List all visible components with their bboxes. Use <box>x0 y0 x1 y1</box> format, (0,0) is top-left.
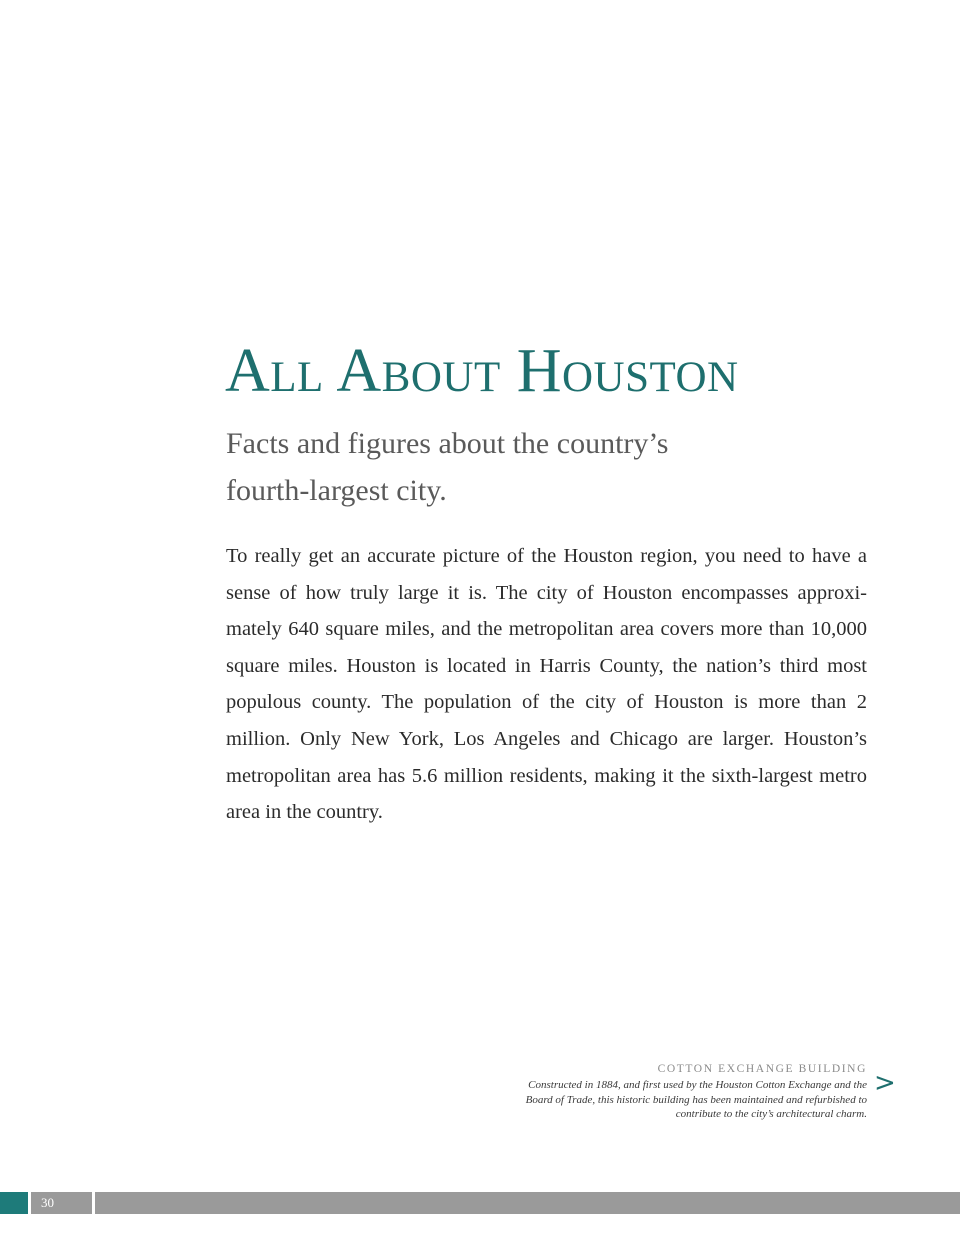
caption-heading: COTTON EXCHANGE BUILDING <box>657 1063 867 1075</box>
caption-text: Constructed in 1884, and first used by the Houston Cotton Exchange and the Board of Trade, this historic building has been maintained and refurbished to contribute to the city’s architectural charm. <box>525 1079 867 1120</box>
page-title: All About Houston <box>225 337 739 405</box>
page-number: 30 <box>41 1195 54 1210</box>
page-subtitle: Facts and figures about the country’s fourth-largest city. <box>226 427 669 507</box>
footer-bar <box>95 1192 960 1214</box>
footer-accent-block <box>0 1192 28 1214</box>
body-paragraph: To really get an accurate picture of the Houston region, you need to have a sense of how truly large it is. The city of Houston encompasses approximately 640 square miles, and the metropolitan area covers more than 10,000 square miles. Houston is located in Harris County, the nation’s third most populous county. The population of the city of Houston is more than 2 million. Only New York, Los Angeles and Chicago are larger. Houston’s metropolitan area has 5.6 million residents, making it the sixth-largest metro area in the country. <box>226 545 867 824</box>
photo-caption <box>507 1062 867 1122</box>
caption-arrow-icon: > <box>874 1068 896 1098</box>
